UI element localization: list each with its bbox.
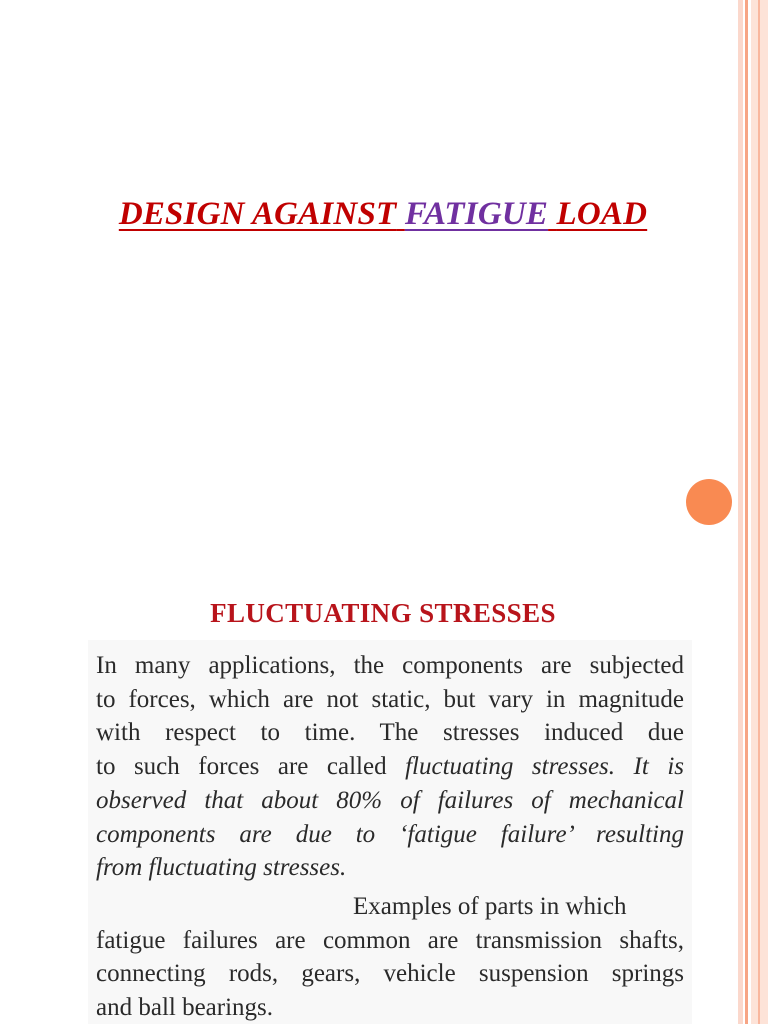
section-heading: FLUCTUATING STRESSES xyxy=(210,598,556,628)
text-line xyxy=(96,818,684,852)
orange-circle-icon xyxy=(686,479,732,525)
decorative-rail xyxy=(738,0,743,1024)
text-italic: fluctuating stresses. It is xyxy=(405,753,684,781)
text-line xyxy=(96,851,684,885)
text-line: Examples of parts in which xyxy=(353,893,627,920)
text-line xyxy=(96,784,684,818)
text-line: with respect to time. The stresses induced due xyxy=(96,719,684,747)
text-line: to forces, which are not static, but vary in magnitude xyxy=(96,685,684,713)
text-italic: observed that about 80% of failures of mechanical xyxy=(96,786,684,814)
text-line: fatigue failures are common are transmission shafts, xyxy=(96,926,684,954)
text-line: connecting rods, gears, vehicle suspension springs xyxy=(96,960,684,988)
paragraph-examples xyxy=(96,890,684,1025)
decorative-rail-line xyxy=(758,0,760,1024)
text-italic: from fluctuating stresses. xyxy=(96,854,347,882)
title-part-fatigue: FATIGUE xyxy=(404,196,549,232)
text-line: In many applications, the components are subjected xyxy=(96,652,684,679)
title-part-design-against: DESIGN AGAINST xyxy=(118,196,397,232)
text-line: and ball bearings. xyxy=(96,994,274,1022)
title-part-load: LOAD xyxy=(556,196,648,232)
text-line xyxy=(96,750,684,784)
decorative-rail xyxy=(745,0,748,1024)
text-plain: to such forces are called xyxy=(96,753,406,781)
slide-title xyxy=(0,196,768,233)
paragraph-fluctuating-stresses xyxy=(96,649,684,885)
text-italic: components are due to ‘fatigue failure’ resulting xyxy=(96,820,684,848)
